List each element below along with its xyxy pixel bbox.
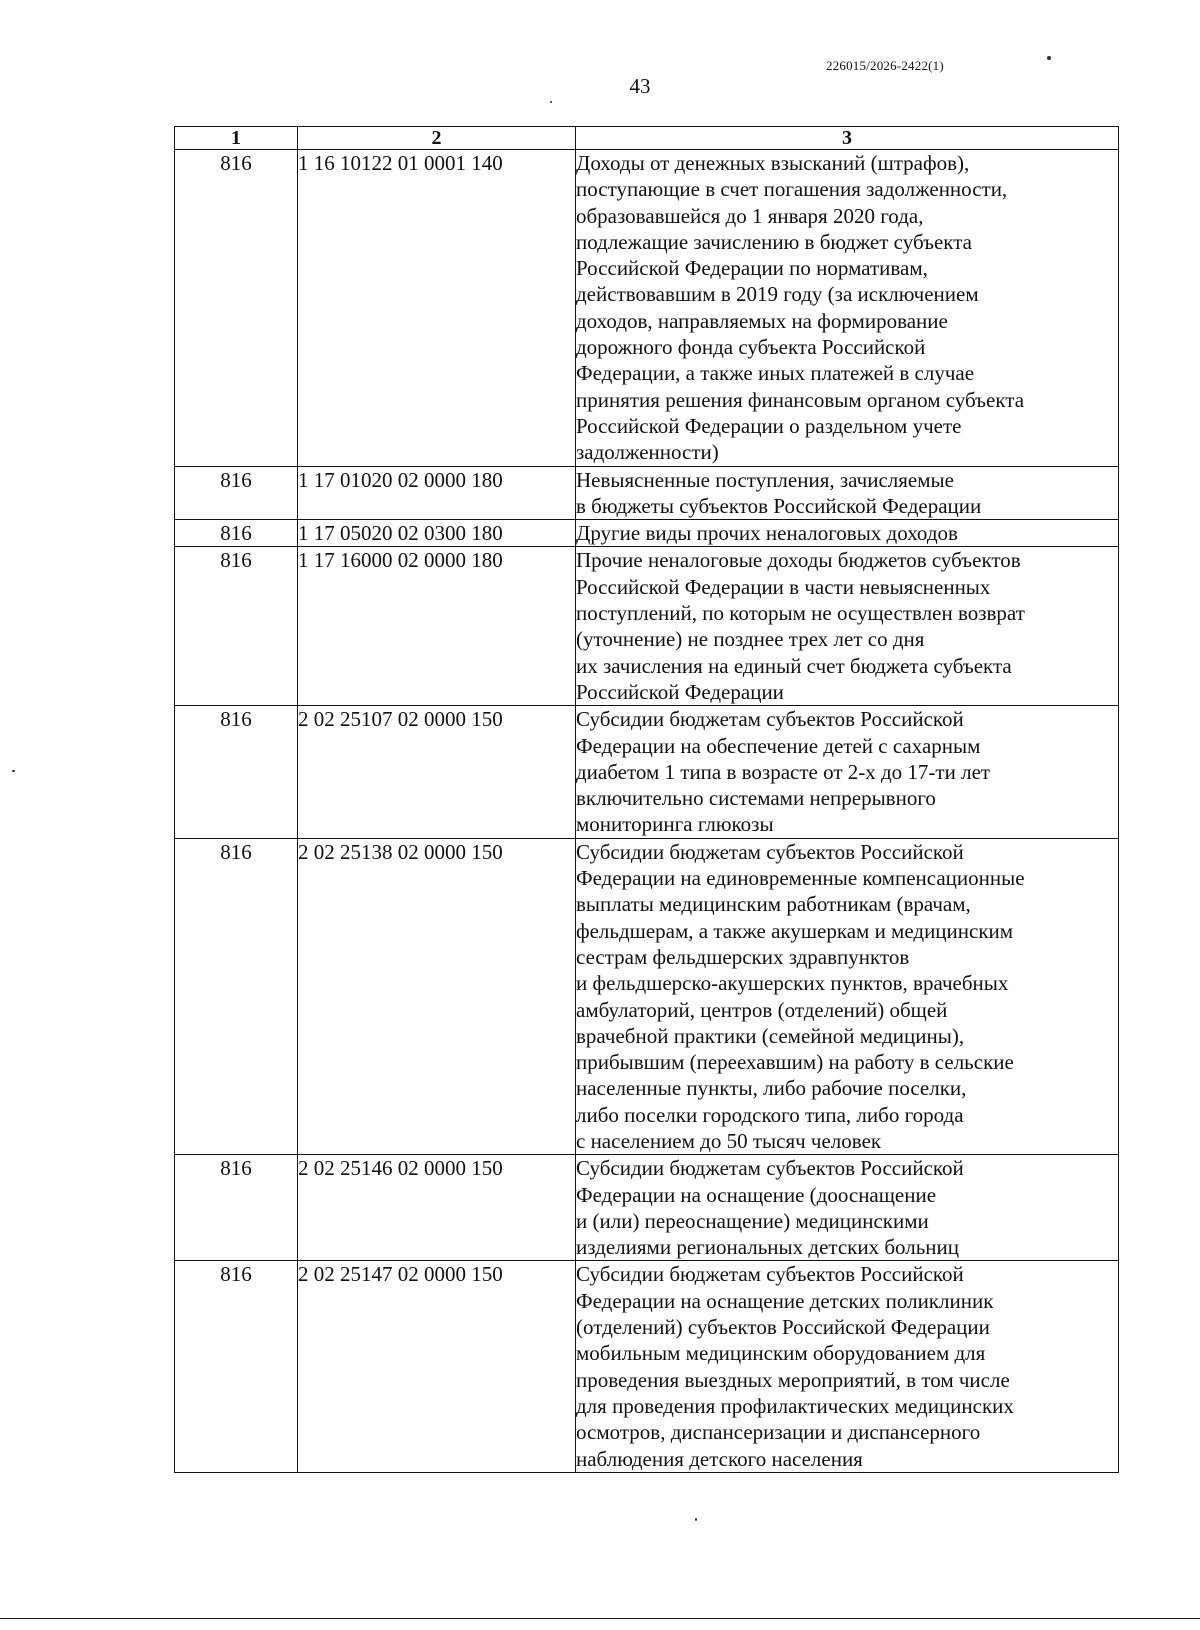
admin-code-cell: 816 xyxy=(175,466,298,520)
budget-classification-code-cell: 1 17 01020 02 0000 180 xyxy=(298,466,576,520)
description-line: Российской Федерации в части невыясненных xyxy=(576,574,991,599)
admin-code-cell: 816 xyxy=(175,1261,298,1472)
description-line: Российской Федерации о раздельном учете xyxy=(576,413,962,438)
scan-speck xyxy=(1047,56,1051,60)
description-line: Субсидии бюджетам субъектов Российской xyxy=(576,707,964,732)
description-line: для проведения профилактических медицинских xyxy=(576,1393,1014,1418)
budget-classification-code-cell: 2 02 25138 02 0000 150 xyxy=(298,838,576,1155)
revenue-codes-table xyxy=(174,126,1119,1473)
description-line: наблюдения детского населения xyxy=(576,1446,863,1471)
description-line: их зачисления на единый счет бюджета субъекта xyxy=(576,653,1012,678)
description-line: подлежащие зачислению в бюджет субъекта xyxy=(576,229,972,254)
budget-classification-code-cell: 2 02 25147 02 0000 150 xyxy=(298,1261,576,1472)
description-line: диабетом 1 типа в возрасте от 2-х до 17-ти лет xyxy=(576,759,991,784)
budget-classification-code-cell: 1 16 10122 01 0001 140 xyxy=(298,150,576,467)
budget-classification-code-cell: 1 17 05020 02 0300 180 xyxy=(298,520,576,547)
description-line: осмотров, диспансеризации и диспансерного xyxy=(576,1420,981,1445)
revenue-description-cell xyxy=(576,150,1119,467)
description-line: Российской Федерации xyxy=(576,679,784,704)
description-line: в бюджеты субъектов Российской Федерации xyxy=(576,493,982,518)
description-line: включительно системами непрерывного xyxy=(576,786,936,811)
description-line: мониторинга глюкозы xyxy=(576,812,774,837)
table-row xyxy=(175,150,1119,467)
description-line: поступлений, по которым не осуществлен возврат xyxy=(576,601,1025,626)
table-row xyxy=(175,1261,1119,1472)
admin-code-cell: 816 xyxy=(175,520,298,547)
scan-speck xyxy=(12,770,15,772)
budget-classification-code-cell: 1 17 16000 02 0000 180 xyxy=(298,547,576,706)
description-line: проведения выездных мероприятий, в том числе xyxy=(576,1367,1010,1392)
admin-code-cell: 816 xyxy=(175,547,298,706)
description-line: и фельдшерско-акушерских пунктов, врачебных xyxy=(576,971,1009,996)
revenue-description-cell xyxy=(576,706,1119,838)
column-header-2: 2 xyxy=(298,127,576,150)
description-line: принятия решения финансовым органом субъекта xyxy=(576,387,1025,412)
table-body xyxy=(175,150,1119,1473)
description-line: населенные пункты, либо рабочие поселки, xyxy=(576,1076,967,1101)
description-line: Другие виды прочих неналоговых доходов xyxy=(576,521,958,546)
table-row xyxy=(175,838,1119,1155)
description-line: врачебной практики (семейной медицины), xyxy=(576,1023,965,1048)
revenue-description-cell xyxy=(576,520,1119,547)
revenue-description-cell xyxy=(576,838,1119,1155)
table-row xyxy=(175,547,1119,706)
description-line: сестрам фельдшерских здравпунктов xyxy=(576,944,910,969)
scan-speck xyxy=(550,101,552,103)
page-number: 43 xyxy=(629,74,651,98)
description-line: задолженности) xyxy=(576,440,719,465)
description-line: Федерации, а также иных платежей в случае xyxy=(576,361,975,386)
column-header-1: 1 xyxy=(175,127,298,150)
description-line: либо поселки городского типа, либо города xyxy=(576,1102,964,1127)
description-line: Федерации на единовременные компенсационные xyxy=(576,866,1025,891)
column-header-3: 3 xyxy=(576,127,1119,150)
description-line: Субсидии бюджетам субъектов Российской xyxy=(576,1262,964,1287)
description-line: образовавшейся до 1 января 2020 года, xyxy=(576,203,924,228)
description-line: выплаты медицинским работникам (врачам, xyxy=(576,892,971,917)
description-line: с населением до 50 тысяч человек xyxy=(576,1128,882,1153)
scan-speck xyxy=(695,1518,697,1521)
description-line: (отделений) субъектов Российской Федерации xyxy=(576,1315,990,1340)
description-line: прибывшим (переехавшим) на работу в сельские xyxy=(576,1050,1014,1075)
description-line: Прочие неналоговые доходы бюджетов субъектов xyxy=(576,548,1021,573)
description-line: (уточнение) не позднее трех лет со дня xyxy=(576,627,925,652)
revenue-description-cell xyxy=(576,1155,1119,1261)
description-line: Российской Федерации по нормативам, xyxy=(576,256,928,281)
revenue-description-cell xyxy=(576,466,1119,520)
description-line: амбулаторий, центров (отделений) общей xyxy=(576,997,948,1022)
document-id: 226015/2026-2422(1) xyxy=(826,58,944,73)
table-row xyxy=(175,706,1119,838)
admin-code-cell: 816 xyxy=(175,150,298,467)
revenue-description-cell xyxy=(576,547,1119,706)
description-line: Федерации на оснащение (дооснащение xyxy=(576,1182,937,1207)
description-line: поступающие в счет погашения задолженности, xyxy=(576,177,1008,202)
description-line: и (или) переоснащение) медицинскими xyxy=(576,1208,929,1233)
table-header-row xyxy=(175,127,1119,150)
description-line: фельдшерам, а также акушеркам и медицинским xyxy=(576,918,1014,943)
table-row xyxy=(175,466,1119,520)
description-line: изделиями региональных детских больниц xyxy=(576,1235,960,1260)
description-line: дорожного фонда субъекта Российской xyxy=(576,335,926,360)
description-line: Доходы от денежных взысканий (штрафов), xyxy=(576,151,970,175)
revenue-description-cell xyxy=(576,1261,1119,1472)
description-line: доходов, направляемых на формирование xyxy=(576,308,948,333)
scan-bottom-edge xyxy=(0,1600,1200,1630)
budget-classification-code-cell: 2 02 25146 02 0000 150 xyxy=(298,1155,576,1261)
table-row xyxy=(175,1155,1119,1261)
admin-code-cell: 816 xyxy=(175,1155,298,1261)
description-line: Невыясненные поступления, зачисляемые xyxy=(576,467,954,492)
description-line: Федерации на обеспечение детей с сахарным xyxy=(576,733,981,758)
table-row xyxy=(175,520,1119,547)
description-line: действовавшим в 2019 году (за исключением xyxy=(576,282,979,307)
description-line: Субсидии бюджетам субъектов Российской xyxy=(576,839,964,864)
budget-classification-code-cell: 2 02 25107 02 0000 150 xyxy=(298,706,576,838)
description-line: Федерации на оснащение детских поликлиник xyxy=(576,1288,994,1313)
admin-code-cell: 816 xyxy=(175,706,298,838)
description-line: мобильным медицинским оборудованием для xyxy=(576,1341,986,1366)
admin-code-cell: 816 xyxy=(175,838,298,1155)
description-line: Субсидии бюджетам субъектов Российской xyxy=(576,1156,964,1181)
